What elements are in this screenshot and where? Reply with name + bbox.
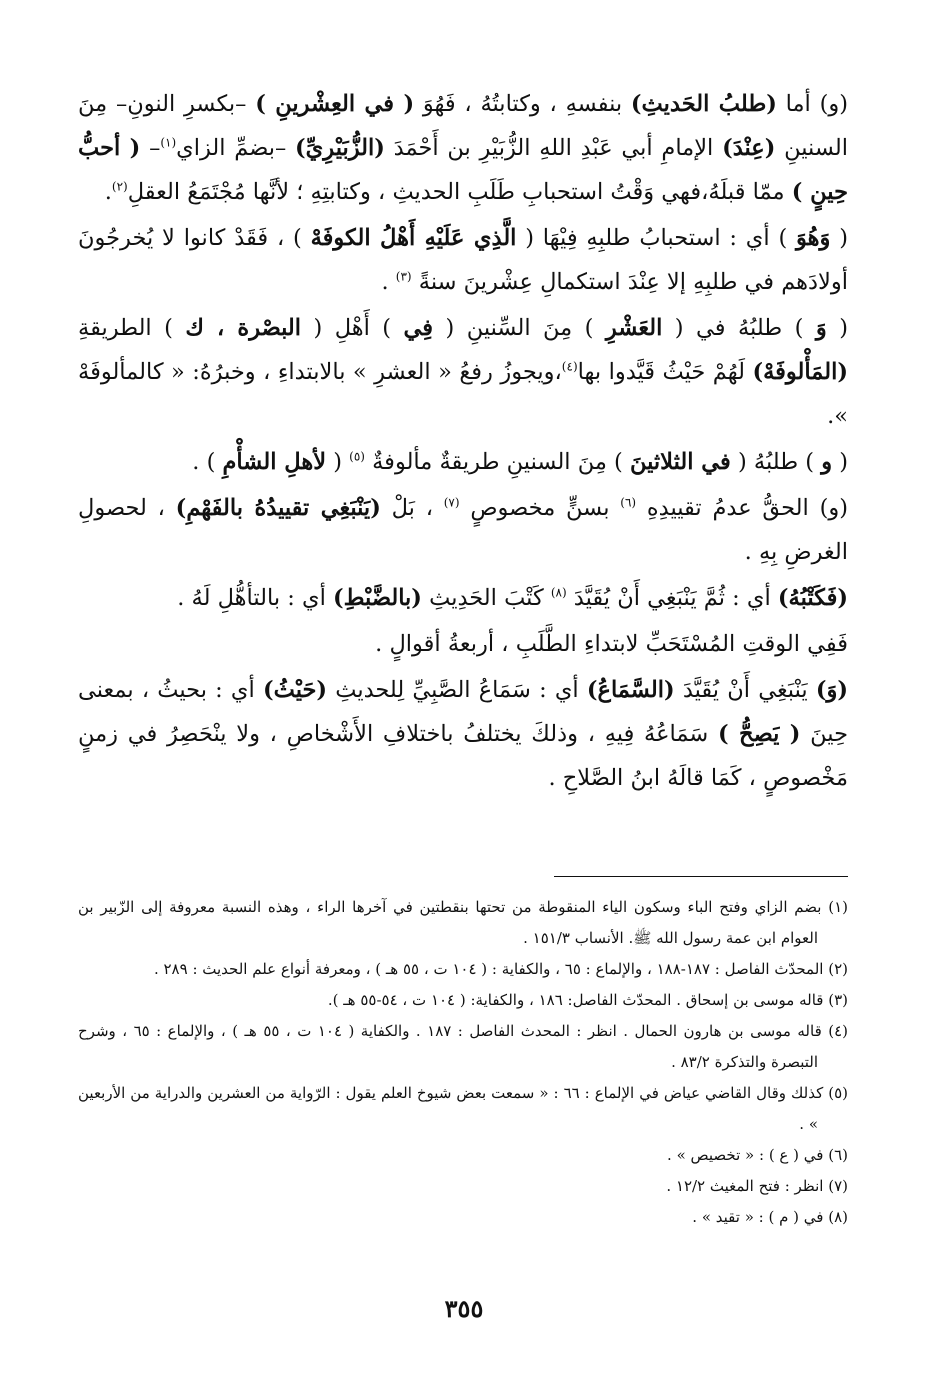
- bold-text-run: (حَيْثُ): [262, 677, 328, 703]
- footnote-8: (٨) في ( م ) : « تقيد » .: [692, 1208, 848, 1226]
- paragraph-7: [78, 622, 848, 666]
- text-run: (: [830, 225, 848, 251]
- text-run: كَتْبَ الحَدِيثِ: [421, 585, 551, 611]
- paragraph-1: [78, 82, 848, 214]
- footnote-7: (٧) انظر : فتح المغيث ١٢/٢ .: [666, 1177, 848, 1195]
- text-run: –: [140, 135, 161, 161]
- text-run: أي : سَمَاعُ الصَّبِيِّ لِلحديثِ: [327, 677, 587, 703]
- footnote-6: (٦) في ( ع ) : « تخصيص » .: [667, 1146, 848, 1164]
- text-run: ) أي : استحبابُ طلبِهِ فِيْهَا (: [516, 225, 797, 251]
- footnote-marker: (٣): [395, 269, 412, 284]
- footnote-separator: [554, 876, 848, 877]
- text-run: بسنٍّ مخصوصٍ: [459, 495, 621, 521]
- text-run: الإمامِ أبي عَبْدِ اللهِ الزُّبَيْرِ بن أَحْمَدَ: [384, 135, 723, 161]
- text-run: –بضمِّ الزاي: [176, 135, 296, 161]
- bold-text-run: (فَكَتْبُهُ): [777, 585, 848, 611]
- text-run: ) أَهْلِ (: [301, 315, 404, 341]
- text-run: يَنْبَغِي أَنْ يُقَيَّدَ: [674, 677, 816, 703]
- paragraph-5: [78, 486, 848, 574]
- paragraph-3: [78, 306, 848, 438]
- footnotes: [78, 892, 848, 1233]
- bold-text-run: (السَّمَاعُ): [586, 677, 675, 703]
- text-run: ) طلبُهُ في (: [662, 315, 816, 341]
- paragraph-6: [78, 576, 848, 620]
- text-run: ) ، فَقَدْ كانوا لا يُخرجُونَ أولادَهم في طلبِهِ إلا عِنْدَ استكمالِ عِشْرينَ سنةً: [78, 225, 848, 295]
- footnote-marker: (٨): [550, 585, 567, 600]
- text-run: .: [381, 269, 396, 295]
- footnote-3: (٣) قاله موسى بن إسحاق . المحدّث الفاصل: ١٨٦ ، والكفاية: ( ١٠٤ ت ، ٥٤-٥٥ هـ ).: [327, 991, 848, 1009]
- text-run: (و) الحقُّ عدمُ تقييدِهِ: [636, 495, 848, 521]
- text-run: أي : ثُمَّ يَنْبَغِي أَنْ يُقَيَّدَ: [566, 585, 778, 611]
- footnote-marker: (٢): [111, 179, 128, 194]
- footnote-marker: (١): [160, 135, 177, 150]
- bold-text-run: (طلبُ الحَديثِ): [630, 91, 777, 117]
- text-run: (: [826, 315, 848, 341]
- footnote-marker: (٤): [561, 359, 578, 374]
- bold-text-run: (المَأْلوفَهْ): [752, 359, 849, 385]
- bold-text-run: فِي: [403, 315, 434, 341]
- text-run: –بكسرِ النونِ– مِنَ السنينِ: [78, 91, 849, 161]
- text-run: ) الطريقةِ: [78, 315, 186, 341]
- text-run: لَهُمْ حَيْثُ قَيَّدوا بها: [577, 359, 753, 385]
- paragraph-8: [78, 668, 848, 800]
- text-run: (: [832, 449, 848, 475]
- bold-text-run: و: [821, 449, 833, 475]
- bold-text-run: (بالضَّبْطِ): [333, 585, 422, 611]
- footnote-5: (٥) كذلك وقال القاضي عياض في الإلماع : ٦٦ : « سمعت بعض شيوخ العلم يقول : الرّواية من العشرين والدراية من الأربعين » .: [78, 1084, 849, 1133]
- main-text: [78, 82, 848, 800]
- bold-text-run: الَّذِي عَلَيْهِ أَهْلُ الكوفَهْ: [310, 225, 517, 251]
- bold-text-run: (وَ): [815, 677, 849, 703]
- footnote-marker: (٧): [443, 495, 460, 510]
- text-run: فَفِي الوقتِ المُسْتَحَبِّ لابتداءِ الطَّلَبِ ، أربعةُ أقوالٍ .: [375, 631, 848, 657]
- page-number: ٣٥٥: [444, 1294, 484, 1323]
- text-run: بنفسهِ ، وكتابتُهُ ، فَهُوَ: [414, 91, 631, 117]
- paragraph-2: [78, 216, 848, 304]
- text-run: ) طلبُهُ (: [730, 449, 822, 475]
- bold-text-run: في الثلاثينَ: [629, 449, 731, 475]
- bold-text-run: وَ: [815, 315, 827, 341]
- text-run: (: [326, 449, 350, 475]
- text-run: ) مِنَ السنينِ طريقةٌ مألوفةٌ: [364, 449, 630, 475]
- footnote-1: (١) بضم الزاي وفتح الباء وسكون الياء المنقوطة من تحتها بنقطتين في آخرها الراء ، وهذه النسبة معروفة إلى الزّبير بن العوام ابن عمة رسول الله ﷺ. الأنساب ١٥١/٣ .: [78, 898, 848, 947]
- bold-text-run: ( أحبُّ حِينٍ ): [78, 135, 848, 205]
- bold-text-run: (عِنْدَ): [722, 135, 776, 161]
- text-run: أي : بالتأهُّلِ لَهُ .: [177, 585, 334, 611]
- text-run: .: [104, 179, 112, 205]
- text-run: ، لحصولِ الغرضِ بِهِ .: [78, 495, 848, 565]
- bold-text-run: (الزُّبَيْرِيِّ): [295, 135, 385, 161]
- footnote-marker: (٦): [620, 495, 637, 510]
- text-run: ) مِنَ السِّنينِ (: [433, 315, 606, 341]
- text-run: ، بَلْ: [380, 495, 444, 521]
- text-run: ،ويجوزُ رفعُ « العشرِ » بالابتداءِ ، وخبرُهُ: « كالمألوفَهْ ».: [78, 359, 848, 429]
- bold-text-run: وَهُوَ: [796, 225, 831, 251]
- paragraph-4: [78, 440, 848, 484]
- bold-text-run: (يَنْبَغِي تقييدُهُ بالفَهْمِ): [175, 495, 381, 521]
- text-run: سَمَاعُهُ فِيهِ ، وذلكَ يختلفُ باختلافِ الأَشْخاصِ ، ولا ينْحَصِرُ في زمنٍ مَخْصوصٍ ، كَمَا قالَهُ ابنُ الصَّلاحِ .: [78, 721, 848, 791]
- footnote-marker: (٥): [349, 449, 365, 464]
- text-run: ) .: [192, 449, 223, 475]
- footnote-4: (٤) قاله موسى بن هارون الحمال . انظر : المحدث الفاصل : ١٨٧ . والكفاية ( ١٠٤ ت ، ٥٥ هـ ) ، والإلماع : ٦٥ ، وشرح التبصرة والتذكرة ٨٣/٢ .: [78, 1022, 848, 1071]
- text-run: ممّا قبلَهُ،فهي وَقْتُ استحبابِ طَلَبِ الحديثِ ، وكتابتِهِ ؛ لأنَّها مُجْتَمَعُ العقلِ: [127, 179, 792, 205]
- text-run: أي : بحيثُ ، بمعنى حِينَ: [78, 677, 848, 747]
- bold-text-run: ( يَصِحُّ ): [718, 721, 801, 747]
- bold-text-run: البصْرة ، ك: [185, 315, 302, 341]
- footnote-2: (٢) المحدّث الفاصل : ١٨٧-١٨٨ ، والإلماع : ٦٥ ، والكفاية : ( ١٠٤ ت ، ٥٥ هـ ) ، ومعرفة أنواع علم الحديث : ٢٨٩ .: [153, 960, 848, 978]
- bold-text-run: العَشْرِ: [605, 315, 663, 341]
- bold-text-run: ( في العِشْرينِ ): [255, 91, 415, 117]
- text-run: (و) أما: [776, 91, 848, 117]
- bold-text-run: لأهلِ الشأْمِ: [222, 449, 327, 475]
